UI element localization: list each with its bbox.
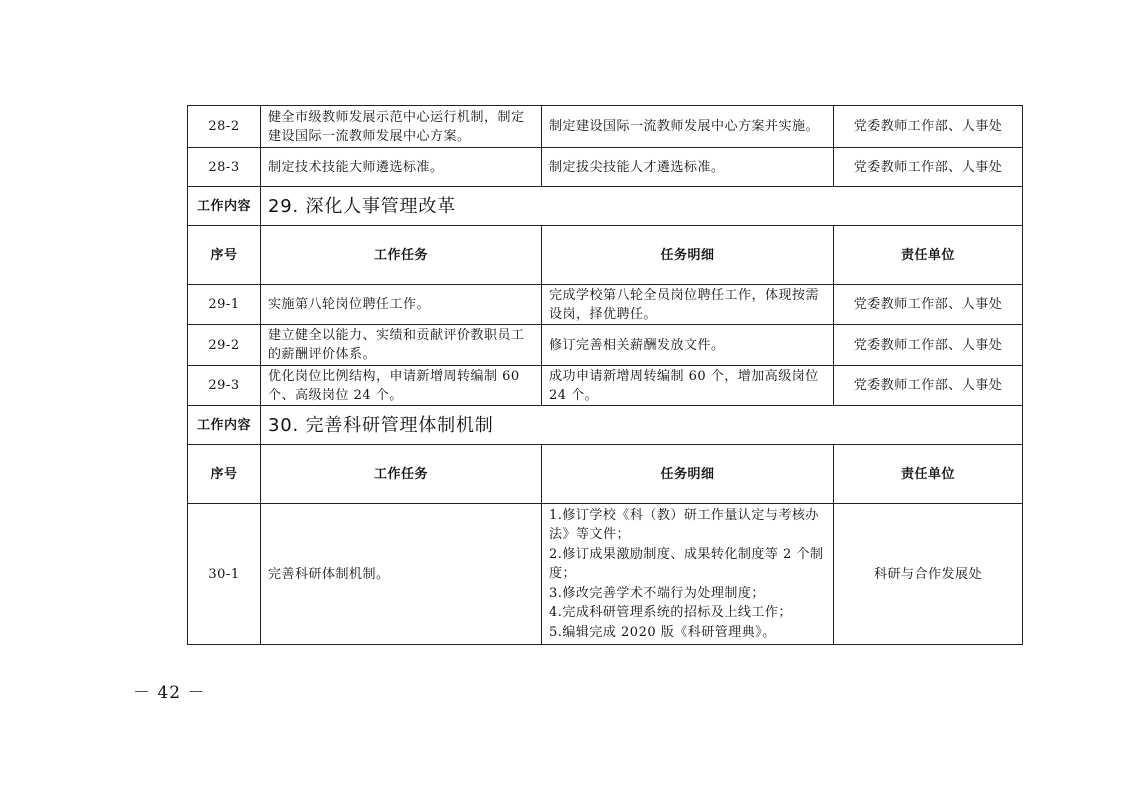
task-detail-cell: 修订完善相关薪酬发放文件。	[542, 325, 834, 366]
table-header-row	[188, 226, 1023, 285]
header-number: 序号	[188, 445, 261, 504]
row-number: 28-3	[188, 148, 261, 187]
task-detail-item: 1.修订学校《科（教）研工作量认定与考核办法》等文件；	[549, 507, 819, 543]
page-number: － 42 －	[133, 683, 206, 703]
table-row	[188, 106, 1023, 148]
task-detail-item: 5.编辑完成 2020 版《科研管理典》。	[549, 624, 776, 640]
table-row	[188, 504, 1023, 645]
header-detail: 任务明细	[542, 226, 834, 285]
row-number: 29-1	[188, 285, 261, 325]
section-title-row	[188, 406, 1023, 445]
table-row	[188, 325, 1023, 366]
task-detail-cell: 成功申请新增周转编制 60 个，增加高级岗位 24 个。	[542, 366, 834, 406]
task-detail-cell: 制定拔尖技能人才遴选标准。	[542, 148, 834, 187]
task-detail-list	[542, 504, 834, 645]
task-detail-item: 2.修订成果激励制度、成果转化制度等 2 个制度；	[549, 546, 824, 582]
table-row	[188, 285, 1023, 325]
task-detail-cell: 完成学校第八轮全员岗位聘任工作，体现按需设岗，择优聘任。	[542, 285, 834, 325]
table-row	[188, 366, 1023, 406]
work-task-cell: 健全市级教师发展示范中心运行机制，制定建设国际一流教师发展中心方案。	[261, 106, 542, 148]
header-number: 序号	[188, 226, 261, 285]
row-number: 28-2	[188, 106, 261, 148]
work-task-cell: 实施第八轮岗位聘任工作。	[261, 285, 542, 325]
task-detail-item: 3.修改完善学术不端行为处理制度；	[549, 585, 765, 601]
row-number: 29-3	[188, 366, 261, 406]
row-number: 29-2	[188, 325, 261, 366]
section-title: 29. 深化人事管理改革	[261, 187, 1023, 226]
header-task: 工作任务	[261, 445, 542, 504]
table-row	[188, 148, 1023, 187]
header-detail: 任务明细	[542, 445, 834, 504]
work-task-cell: 建立健全以能力、实绩和贡献评价教职员工的薪酬评价体系。	[261, 325, 542, 366]
work-plan-table	[187, 105, 1023, 645]
work-task-cell: 优化岗位比例结构，申请新增周转编制 60 个、高级岗位 24 个。	[261, 366, 542, 406]
responsible-unit-cell: 党委教师工作部、人事处	[834, 106, 1023, 148]
header-unit: 责任单位	[834, 445, 1023, 504]
work-task-cell: 制定技术技能大师遴选标准。	[261, 148, 542, 187]
row-number: 30-1	[188, 504, 261, 645]
table-header-row	[188, 445, 1023, 504]
work-task-cell: 完善科研体制机制。	[261, 504, 542, 645]
work-content-label: 工作内容	[188, 406, 261, 445]
responsible-unit-cell: 党委教师工作部、人事处	[834, 366, 1023, 406]
work-content-label: 工作内容	[188, 187, 261, 226]
responsible-unit-cell: 党委教师工作部、人事处	[834, 148, 1023, 187]
section-title-row	[188, 187, 1023, 226]
section-title: 30. 完善科研管理体制机制	[261, 406, 1023, 445]
responsible-unit-cell: 党委教师工作部、人事处	[834, 325, 1023, 366]
responsible-unit-cell: 科研与合作发展处	[834, 504, 1023, 645]
header-unit: 责任单位	[834, 226, 1023, 285]
header-task: 工作任务	[261, 226, 542, 285]
task-detail-item: 4.完成科研管理系统的招标及上线工作；	[549, 605, 792, 621]
task-detail-cell: 制定建设国际一流教师发展中心方案并实施。	[542, 106, 834, 148]
responsible-unit-cell: 党委教师工作部、人事处	[834, 285, 1023, 325]
